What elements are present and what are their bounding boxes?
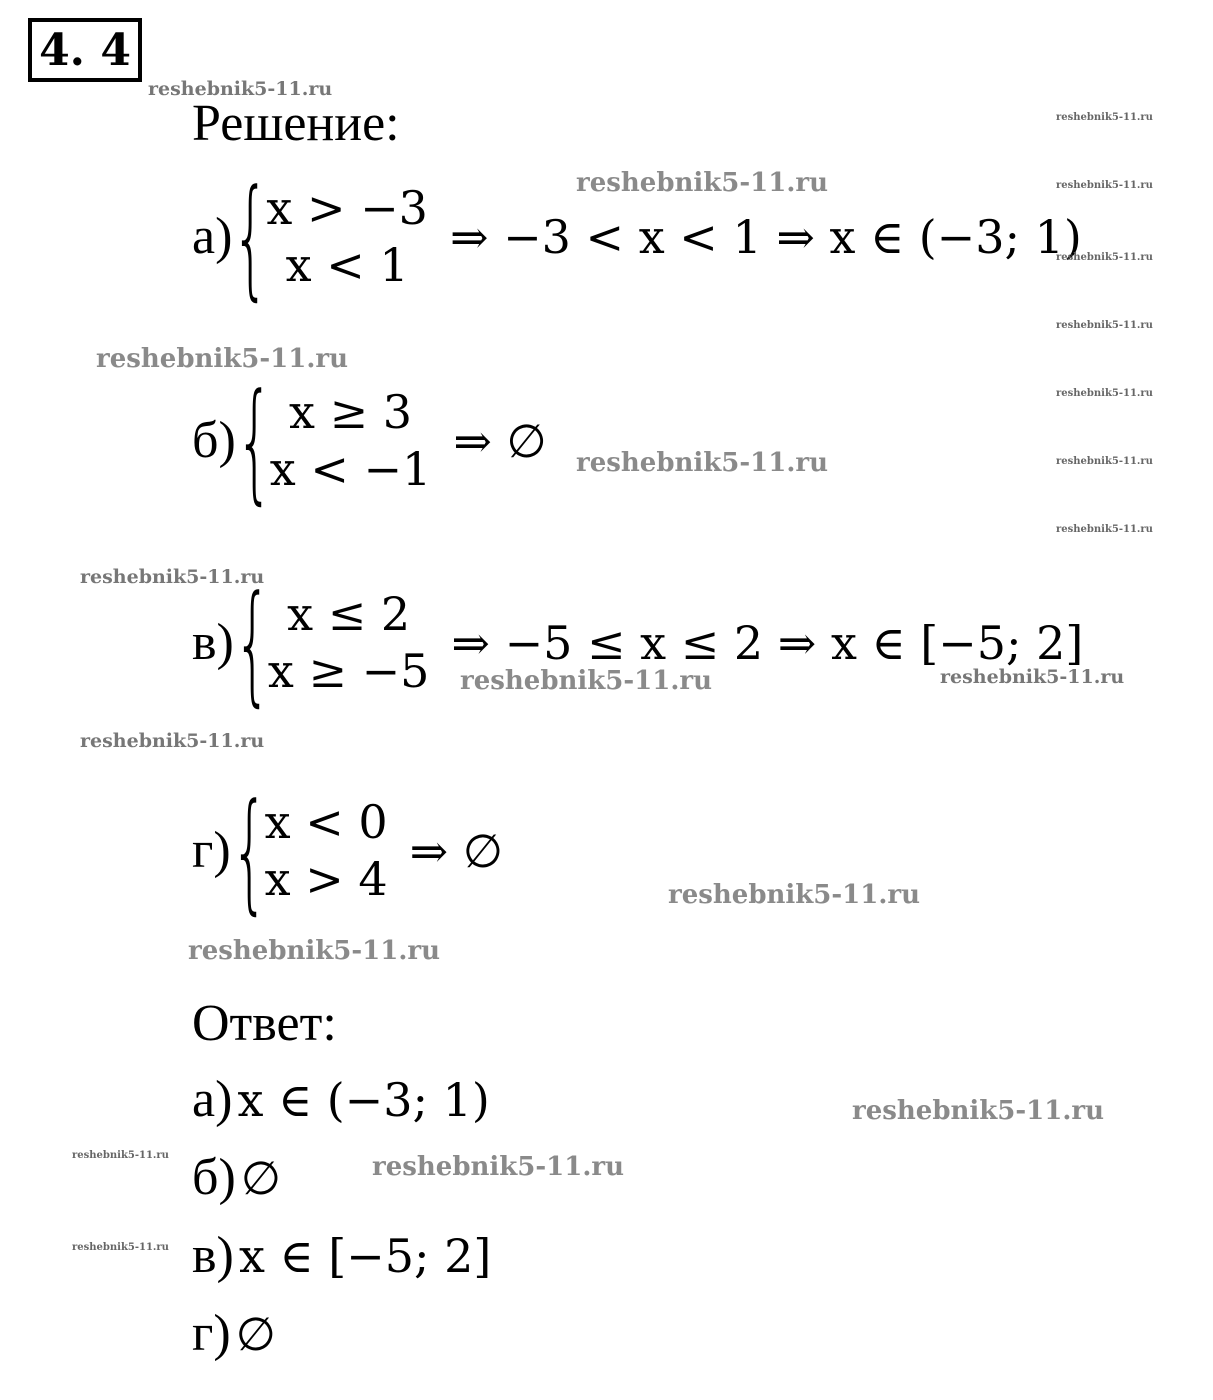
inequality-line-1: x ≥ 3 — [289, 385, 413, 439]
item-label: а) — [192, 208, 233, 265]
watermark: reshebnik5-11.ru — [1056, 112, 1153, 123]
inequality-line-1: x ≤ 2 — [287, 587, 411, 641]
watermark: reshebnik5-11.ru — [188, 936, 441, 966]
watermark: reshebnik5-11.ru — [372, 1152, 625, 1182]
answer-a — [192, 1070, 490, 1129]
item-label: г) — [192, 822, 231, 879]
inequality-line-1: x > −3 — [266, 181, 428, 235]
watermark: reshebnik5-11.ru — [96, 344, 349, 374]
solution-result: ⇒ −3 < x < 1 ⇒ x ∈ (−3; 1) — [449, 210, 1082, 264]
watermark: reshebnik5-11.ru — [460, 666, 713, 696]
inequality-system — [232, 161, 428, 313]
watermark: reshebnik5-11.ru — [940, 666, 1125, 688]
inequality-line-1: x < 0 — [264, 795, 388, 849]
problem-number: 4. 4 — [39, 24, 131, 76]
brace-icon: { — [235, 365, 274, 517]
answer-b — [192, 1148, 281, 1207]
solution-result: ⇒ ∅ — [409, 824, 503, 878]
watermark: reshebnik5-11.ru — [80, 566, 265, 588]
answer-d — [192, 1304, 276, 1363]
inequality-line-2: x > 4 — [264, 852, 388, 906]
item-label: б) — [192, 412, 236, 469]
inequality-line-2: x < 1 — [285, 238, 409, 292]
watermark: reshebnik5-11.ru — [1056, 252, 1153, 263]
brace-icon: { — [233, 567, 272, 719]
inequality-system — [233, 567, 430, 719]
brace-icon: { — [230, 775, 268, 927]
answer-label: в) — [192, 1227, 234, 1284]
solution-item-d — [192, 775, 503, 927]
watermark: reshebnik5-11.ru — [576, 448, 829, 478]
inequality-line-2: x ≥ −5 — [267, 644, 430, 698]
item-label: в) — [192, 614, 234, 671]
answer-value: x ∈ [−5; 2] — [238, 1229, 492, 1283]
answer-label: а) — [192, 1071, 233, 1128]
problem-number-box — [28, 18, 142, 82]
answer-value: ∅ — [240, 1151, 281, 1205]
watermark: reshebnik5-11.ru — [1056, 456, 1153, 467]
answer-label: г) — [192, 1305, 231, 1362]
brace-icon: { — [232, 161, 270, 313]
solution-result: ⇒ ∅ — [453, 414, 547, 468]
watermark: reshebnik5-11.ru — [1056, 180, 1153, 191]
solution-heading: Решение: — [192, 95, 400, 152]
watermark: reshebnik5-11.ru — [576, 168, 829, 198]
watermark: reshebnik5-11.ru — [1056, 320, 1153, 331]
answer-c — [192, 1226, 491, 1285]
watermark: reshebnik5-11.ru — [668, 880, 921, 910]
watermark: reshebnik5-11.ru — [72, 1150, 169, 1161]
answer-heading: Ответ: — [192, 995, 337, 1052]
inequality-system — [235, 365, 432, 517]
watermark: reshebnik5-11.ru — [1056, 524, 1153, 535]
answer-label: б) — [192, 1149, 236, 1206]
inequality-system — [230, 775, 388, 927]
watermark: reshebnik5-11.ru — [852, 1096, 1105, 1126]
inequality-line-2: x < −1 — [269, 442, 432, 496]
watermark: reshebnik5-11.ru — [1056, 388, 1153, 399]
watermark: reshebnik5-11.ru — [80, 730, 265, 752]
answer-value: ∅ — [235, 1307, 276, 1361]
solution-result: ⇒ −5 ≤ x ≤ 2 ⇒ x ∈ [−5; 2] — [451, 616, 1084, 670]
answer-value: x ∈ (−3; 1) — [237, 1073, 490, 1127]
watermark: reshebnik5-11.ru — [148, 78, 333, 100]
watermark: reshebnik5-11.ru — [72, 1242, 169, 1253]
solution-item-b — [192, 365, 547, 517]
